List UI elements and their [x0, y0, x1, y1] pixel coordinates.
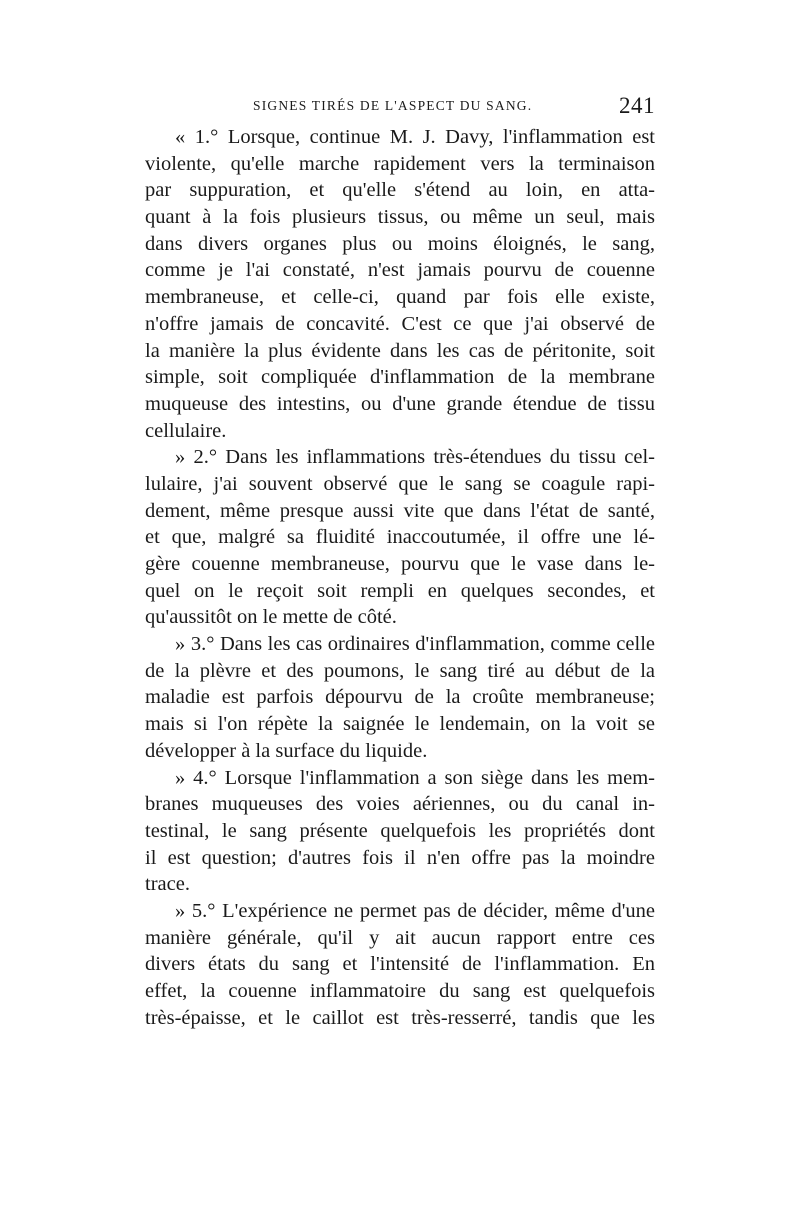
text-line: » 5.° L'expérience ne permet pas de décider, même d'une — [175, 899, 655, 922]
text-line: quel on le reçoit soit rempli en quelques secondes, et — [145, 579, 655, 602]
text-line: violente, qu'elle marche rapidement vers la terminaison — [145, 152, 655, 175]
text-line: trace. — [145, 873, 190, 896]
text-line: » 4.° Lorsque l'inflammation a son siège dans les mem- — [175, 766, 655, 789]
text-line: » 3.° Dans les cas ordinaires d'inflammation, comme celle — [175, 633, 655, 656]
paragraph-5 — [145, 898, 655, 1031]
text-line: il est question; d'autres fois il n'en offre pas la moindre — [145, 846, 655, 869]
text-line: mais si l'on répète la saignée le lendemain, on la voit se — [145, 713, 655, 736]
text-line: maladie est parfois dépourvu de la croûte membraneuse; — [145, 686, 655, 709]
text-line: qu'aussitôt on le mette de côté. — [145, 606, 397, 629]
text-line: de la plèvre et des poumons, le sang tiré au début de la — [145, 659, 655, 682]
text-line: simple, soit compliquée d'inflammation de la membrane — [145, 366, 655, 389]
text-line: » 2.° Dans les inflammations très-étendues du tissu cel- — [175, 446, 655, 469]
text-line: quant à la fois plusieurs tissus, ou même un seul, mais — [145, 206, 655, 229]
text-line: muqueuse des intestins, ou d'une grande étendue de tissu — [145, 392, 655, 415]
paragraph-4 — [145, 765, 655, 898]
paragraph-3 — [145, 631, 655, 764]
text-line: par suppuration, et qu'elle s'étend au loin, en atta- — [145, 179, 655, 202]
running-title: SIGNES TIRÉS DE L'ASPECT DU SANG. — [253, 98, 533, 113]
page-header — [145, 93, 655, 124]
text-line: n'offre jamais de concavité. C'est ce que j'ai observé de — [145, 312, 655, 335]
text-line: et que, malgré sa fluidité inaccoutumée, il offre une lé- — [145, 526, 655, 549]
text-line: développer à la surface du liquide. — [145, 739, 428, 762]
text-line: manière générale, qu'il y ait aucun rapport entre ces — [145, 926, 655, 949]
text-line: comme je l'ai constaté, n'est jamais pourvu de couenne — [145, 259, 655, 282]
text-line: testinal, le sang présente quelquefois les propriétés dont — [145, 819, 655, 842]
text-line: lulaire, j'ai souvent observé que le sang se coagule rapi- — [145, 472, 655, 495]
paragraph-1 — [145, 124, 655, 444]
text-line: la manière la plus évidente dans les cas de péritonite, soit — [145, 339, 655, 362]
text-line: cellulaire. — [145, 419, 227, 442]
text-line: « 1.° Lorsque, continue M. J. Davy, l'inflammation est — [175, 126, 655, 148]
text-line: gère couenne membraneuse, pourvu que le vase dans le- — [145, 553, 655, 575]
text-line: divers états du sang et l'intensité de l'inflammation. En — [145, 953, 655, 976]
text-line: dement, même presque aussi vite que dans l'état de santé, — [145, 499, 655, 522]
text-line: dans divers organes plus ou moins éloignés, le sang, — [145, 232, 655, 255]
page-number: 241 — [619, 93, 655, 118]
paragraph-2 — [145, 444, 655, 631]
text-line: branes muqueuses des voies aériennes, ou du canal in- — [145, 793, 655, 816]
text-line: membraneuse, et celle-ci, quand par fois elle existe, — [145, 286, 655, 309]
text-line: effet, la couenne inflammatoire du sang est quelquefois — [145, 980, 655, 1002]
text-line: très-épaisse, et le caillot est très-resserré, tandis que les — [145, 1006, 655, 1029]
body-text — [145, 124, 655, 1031]
